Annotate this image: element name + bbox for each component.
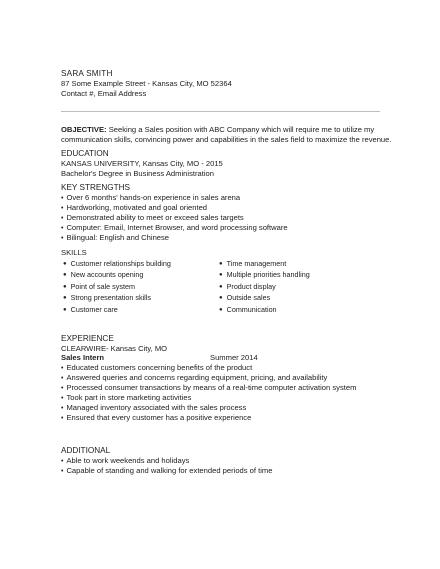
list-item: • Processed consumer transactions by means of a real-time computer activation system <box>61 383 357 392</box>
strengths-heading: KEY STRENGTHS <box>61 183 131 192</box>
experience-role: Sales Intern <box>61 353 105 362</box>
list-item: • Took part in store marketing activities <box>61 393 192 402</box>
objective-label: OBJECTIVE: <box>61 125 107 134</box>
list-item: • Capable of standing and walking for extended periods of time <box>61 466 273 475</box>
list-item: • Ensured that every customer has a positive experience <box>61 413 252 422</box>
resume-name: SARA SMITH <box>61 69 113 78</box>
education-school: KANSAS UNIVERSITY, Kansas City, MO - 2015 <box>61 159 223 168</box>
skill-item: ● Product display <box>219 282 276 291</box>
list-item: • Demonstrated ability to meet or exceed sales targets <box>61 213 244 222</box>
skill-item: ● Multiple priorities handling <box>219 270 310 279</box>
additional-heading: ADDITIONAL <box>61 446 111 455</box>
skill-item: ● Customer relationships building <box>63 259 171 268</box>
list-item: • Able to work weekends and holidays <box>61 456 190 465</box>
experience-heading: EXPERIENCE <box>61 334 114 343</box>
list-item: • Answered queries and concerns regarding equipment, pricing, and availability <box>61 373 328 382</box>
skill-item: ● Time management <box>219 259 287 268</box>
education-degree: Bachelor's Degree in Business Administration <box>61 169 214 178</box>
skills-heading: SKILLS <box>61 248 87 257</box>
resume-contact: Contact #, Email Address <box>61 89 147 98</box>
objective-text-1: Seeking a Sales position with ABC Company which will require me to utilize my <box>108 125 375 134</box>
skill-item: ● Communication <box>219 305 277 314</box>
list-item: • Bilingual: English and Chinese <box>61 233 170 242</box>
experience-period: Summer 2014 <box>210 353 258 362</box>
skill-item: ● Strong presentation skills <box>63 293 151 302</box>
list-item: • Computer: Email, Internet Browser, and word processing software <box>61 223 288 232</box>
skill-item: ● Point of sale system <box>63 282 135 291</box>
header-divider <box>61 111 380 112</box>
list-item: • Educated customers concerning benefits of the product <box>61 363 253 372</box>
education-heading: EDUCATION <box>61 149 109 158</box>
skill-item: ● New accounts opening <box>63 270 144 279</box>
skill-item: ● Outside sales <box>219 293 271 302</box>
objective-text-2: communication skills, convincing power and capabilities in the sales field to maximize the revenue. <box>61 135 392 144</box>
list-item: • Over 6 months' hands-on experience in sales arena <box>61 193 241 202</box>
skill-item: ● Customer care <box>63 305 118 314</box>
list-item: • Managed inventory associated with the sales process <box>61 403 247 412</box>
experience-company: CLEARWIRE- Kansas City, MO <box>61 344 168 353</box>
list-item: • Hardworking, motivated and goal oriented <box>61 203 208 212</box>
objective-line-1 <box>61 125 374 134</box>
resume-address: 87 Some Example Street - Kansas City, MO 52364 <box>61 79 232 88</box>
